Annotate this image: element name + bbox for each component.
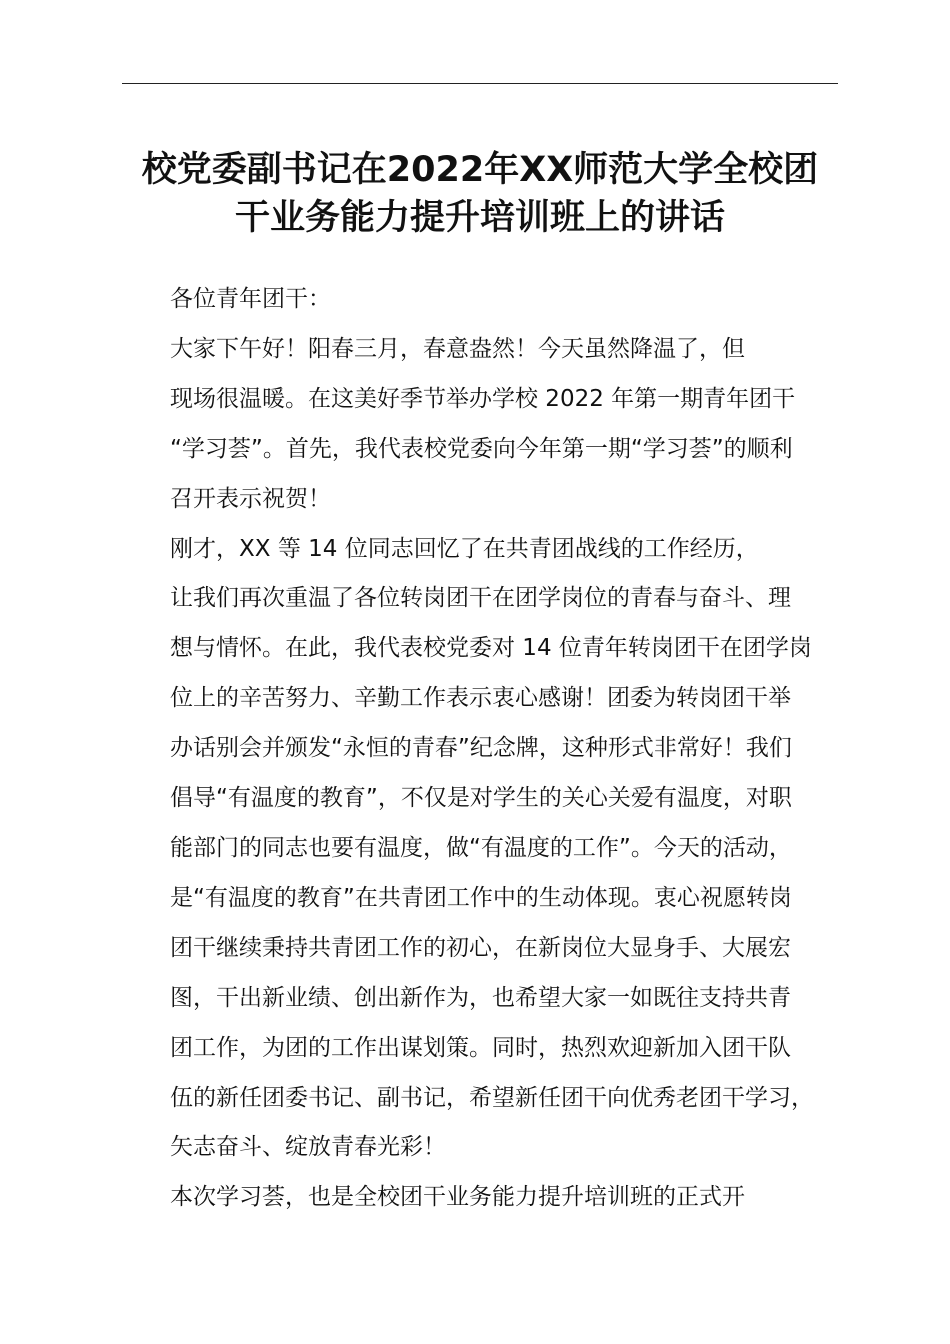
paragraph-line: 团干继续秉持共青团工作的初心，在新岗位大显身手、大展宏 [170,934,791,961]
document-title [108,146,852,242]
paragraph-2 [124,525,836,1174]
paragraph-1 [124,325,836,525]
title-line-2: 干业务能力提升培训班上的讲话 [234,198,725,238]
paragraph-line: 刚才，XX 等 14 位同志回忆了在共青团战线的工作经历， [170,535,759,562]
paragraph-line: 伍的新任团委书记、副书记，希望新任团干向优秀老团干学习， [170,1084,814,1111]
paragraph-line: 是“有温度的教育”在共青团工作中的生动体现。衷心祝愿转岗 [170,884,792,911]
paragraph-line: 团工作，为团的工作出谋划策。同时，热烈欢迎新加入团干队 [170,1034,791,1061]
paragraph-line: 大家下午好！阳春三月，春意盎然！今天虽然降温了，但 [170,335,745,362]
title-line-1: 校党委副书记在2022年XX师范大学全校团 [141,150,819,190]
header-rule [122,83,838,84]
paragraph-line: “学习荟”。首先，我代表校党委向今年第一期“学习荟”的顺利 [170,435,793,462]
salutation-text: 各位青年团干： [170,286,331,312]
paragraph-line: 办话别会并颁发“永恒的青春”纪念牌，这种形式非常好！我们 [170,735,792,762]
paragraph-line: 图，干出新业绩、创出新作为，也希望大家一如既往支持共青 [170,984,791,1011]
paragraph-line: 位上的辛苦努力、辛勤工作表示衷心感谢！团委为转岗团干举 [170,685,791,712]
paragraph-line: 矢志奋斗、绽放青春光彩！ [170,1134,446,1161]
paragraph-line: 让我们再次重温了各位转岗团干在团学岗位的青春与奋斗、理 [170,585,791,612]
paragraph-line: 能部门的同志也要有温度，做“有温度的工作”。今天的活动， [170,834,792,861]
salutation [124,275,836,325]
document-body [124,275,836,1223]
paragraph-line: 召开表示祝贺！ [170,485,331,512]
paragraph-line: 想与情怀。在此，我代表校党委对 14 位青年转岗团干在团学岗 [170,635,812,662]
paragraph-line: 本次学习荟，也是全校团干业务能力提升培训班的正式开 [170,1184,745,1211]
paragraph-line: 倡导“有温度的教育”，不仅是对学生的关心关爱有温度，对职 [170,785,792,812]
paragraph-3 [124,1173,836,1223]
paragraph-line: 现场很温暖。在这美好季节举办学校 2022 年第一期青年团干 [170,385,796,412]
